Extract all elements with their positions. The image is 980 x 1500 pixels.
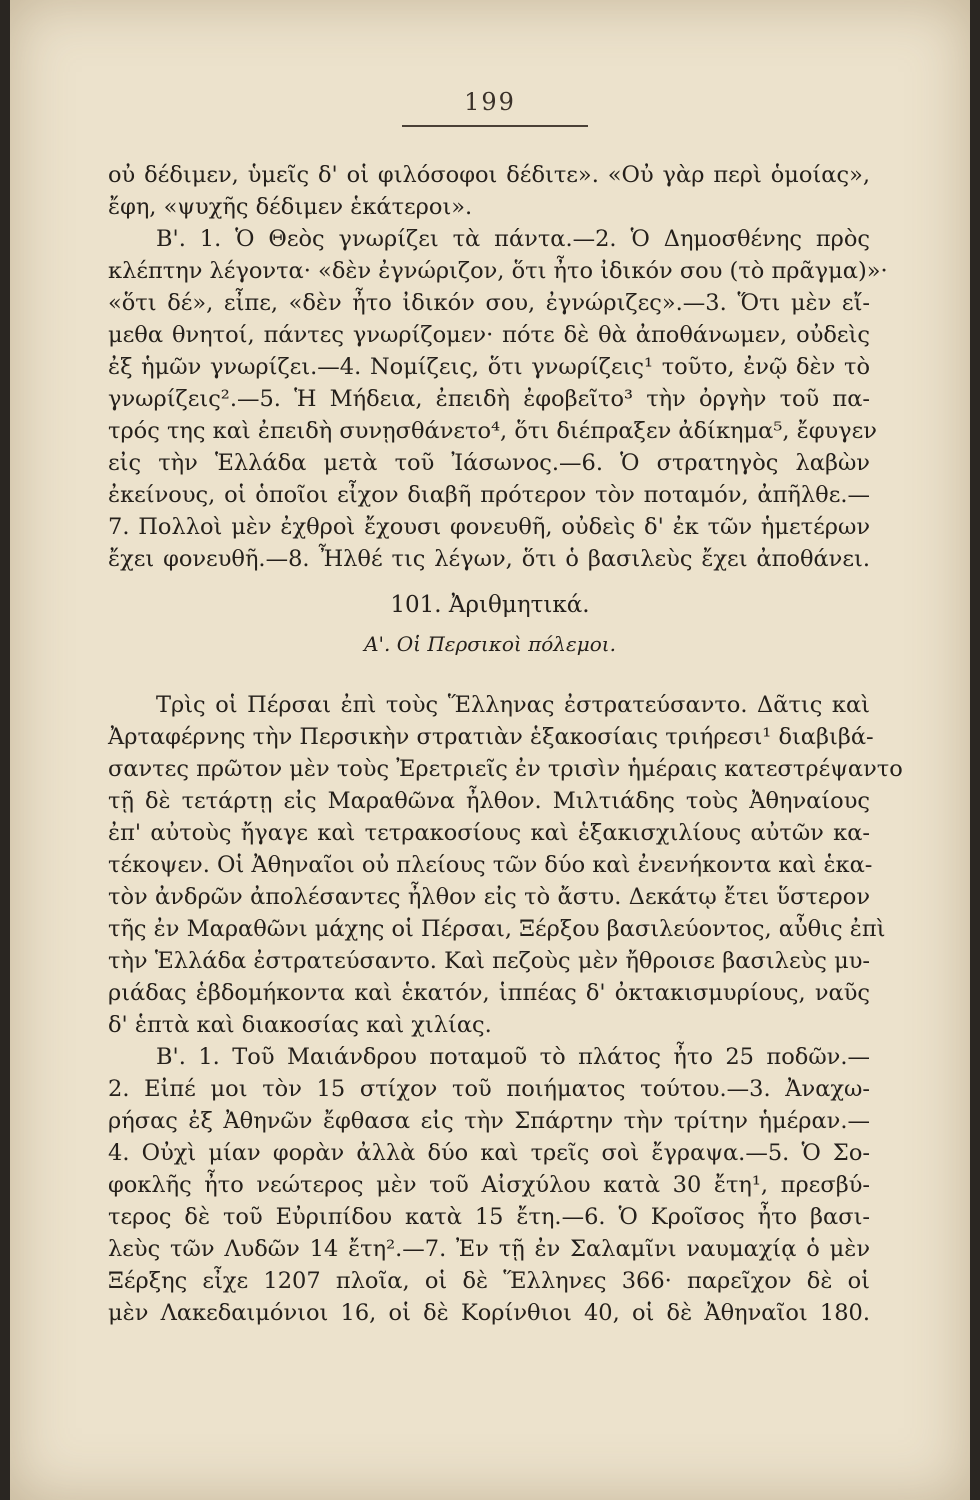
text-line: Β'. 1. Τοῦ Μαιάνδρου ποταμοῦ τὸ πλάτος ἦτο 25 ποδῶν.— — [156, 1044, 870, 1070]
text-line: φοκλῆς ἦτο νεώτερος μὲν τοῦ Αἰσχύλου κατὰ 30 ἔτη¹, πρεσβύ- — [108, 1172, 870, 1198]
text-line: Ξέρξης εἶχε 1207 πλοῖα, οἱ δὲ Ἕλληνες 366· παρεῖχον δὲ οἱ — [108, 1268, 870, 1294]
text-line: τὴν Ἑλλάδα ἐστρατεύσαντο. Καὶ πεζοὺς μὲν ἤθροισε βασιλεὺς μυ- — [108, 948, 870, 974]
text-line: «ὅτι δέ», εἶπε, «δὲν ἦτο ἰδικόν σου, ἐγνώριζες».—3. Ὅτι μὲν εἴ- — [108, 290, 870, 316]
text-line: 2. Εἰπέ μοι τὸν 15 στίχον τοῦ ποιήματος τούτου.—3. Ἀναχω- — [108, 1076, 870, 1102]
text-line: τρός της καὶ ἐπειδὴ συνῃσθάνετο⁴, ὅτι διέπραξεν ἀδίκημα⁵, ἔφυγεν — [108, 418, 877, 444]
text-line: τὸν ἀνδρῶν ἀπολέσαντες ἦλθον εἰς τὸ ἄστυ. Δεκάτῳ ἔτει ὕστερον — [108, 884, 870, 910]
text-line: Τρὶς οἱ Πέρσαι ἐπὶ τοὺς Ἕλληνας ἐστρατεύσαντο. Δᾶτις καὶ — [156, 692, 870, 718]
text-line: ριάδας ἑβδομήκοντα καὶ ἑκατόν, ἱππέας δ' ὀκτακισμυρίους, ναῦς — [108, 980, 870, 1006]
page-number: 199 — [464, 88, 516, 116]
text-line: Ἀρταφέρνης τὴν Περσικὴν στρατιὰν ἑξακοσίαις τριήρεσι¹ διαβιβά- — [108, 724, 874, 750]
text-line: ἔχει φονευθῆ.—8. Ἦλθέ τις λέγων, ὅτι ὁ βασιλεὺς ἔχει ἀποθάνει. — [108, 546, 870, 572]
text-line: ἔφη, «ψυχῆς δέδιμεν ἑκάτεροι». — [108, 194, 473, 220]
text-line: 7. Πολλοὶ μὲν ἐχθροὶ ἔχουσι φονευθῆ, οὐδεὶς δ' ἐκ τῶν ἡμετέρων — [108, 514, 870, 540]
text-line: ἐξ ἡμῶν γνωρίζει.—4. Νομίζεις, ὅτι γνωρίζεις¹ τοῦτο, ἐνῷ δὲν τὸ — [108, 354, 870, 380]
text-line: μὲν Λακεδαιμόνιοι 16, οἱ δὲ Κορίνθιοι 40, οἱ δὲ Ἀθηναῖοι 180. — [108, 1300, 870, 1326]
text-line: τῆς ἐν Μαραθῶνι μάχης οἱ Πέρσαι, Ξέρξου βασιλεύοντος, αὖθις ἐπὶ — [108, 916, 886, 942]
text-line: γνωρίζεις².—5. Ἡ Μήδεια, ἐπειδὴ ἐφοβεῖτο³ τὴν ὀργὴν τοῦ πα- — [108, 386, 870, 412]
text-line: λεὺς τῶν Λυδῶν 14 ἔτη².—7. Ἐν τῇ ἐν Σαλαμῖνι ναυμαχίᾳ ὁ μὲν — [108, 1236, 870, 1262]
text-line: τέκοψεν. Οἱ Ἀθηναῖοι οὐ πλείους τῶν δύο καὶ ἐνενήκοντα καὶ ἑκα- — [108, 852, 873, 878]
text-line: κλέπτην λέγοντα· «δὲν ἐγνώριζον, ὅτι ἦτο ἰδικόν σου (τὸ πρᾶγμα)»· — [108, 258, 888, 284]
text-line: δ' ἑπτὰ καὶ διακοσίας καὶ χιλίας. — [108, 1012, 492, 1038]
text-line: 4. Οὐχὶ μίαν φορὰν ἀλλὰ δύο καὶ τρεῖς σοὶ ἔγραψα.—5. Ὁ Σο- — [108, 1140, 870, 1166]
text-line: Β'. 1. Ὁ Θεὸς γνωρίζει τὰ πάντα.—2. Ὁ Δημοσθένης πρὸς — [156, 226, 870, 252]
section-heading: 101. Ἀριθμητικά. — [390, 592, 590, 618]
text-line: ἐκείνους, οἱ ὁποῖοι εἶχον διαβῆ πρότερον τὸν ποταμόν, ἀπῆλθε.— — [108, 482, 870, 508]
text-line: οὐ δέδιμεν, ὑμεῖς δ' οἱ φιλόσοφοι δέδιτε». «Οὐ γὰρ περὶ ὁμοίας», — [108, 162, 870, 188]
text-line: μεθα θνητοί, πάντες γνωρίζομεν· πότε δὲ θὰ ἀποθάνωμεν, οὐδεὶς — [108, 322, 870, 348]
text-line: σαντες πρῶτον μὲν τοὺς Ἐρετριεῖς ἐν τρισὶν ἡμέραις κατεστρέψαντο — [108, 756, 903, 782]
text-line: ρήσας ἐξ Ἀθηνῶν ἔφθασα εἰς τὴν Σπάρτην τὴν τρίτην ἡμέραν.— — [108, 1108, 870, 1134]
section-2-text — [10, 0, 970, 1500]
book-page — [10, 0, 970, 1500]
text-line: τῇ δὲ τετάρτῃ εἰς Μαραθῶνα ἦλθον. Μιλτιάδης τοὺς Ἀθηναίους — [108, 788, 870, 814]
section-subheading: Α'. Οἱ Περσικοὶ πόλεμοι. — [364, 632, 616, 656]
text-line: ἐπ' αὐτοὺς ἤγαγε καὶ τετρακοσίους καὶ ἑξακισχιλίους αὐτῶν κα- — [108, 820, 870, 846]
text-line: τερος δὲ τοῦ Εὐριπίδου κατὰ 15 ἔτη.—6. Ὁ Κροῖσος ἦτο βασι- — [108, 1204, 870, 1230]
text-line: εἰς τὴν Ἑλλάδα μετὰ τοῦ Ἰάσωνος.—6. Ὁ στρατηγὸς λαβὼν — [108, 450, 870, 476]
